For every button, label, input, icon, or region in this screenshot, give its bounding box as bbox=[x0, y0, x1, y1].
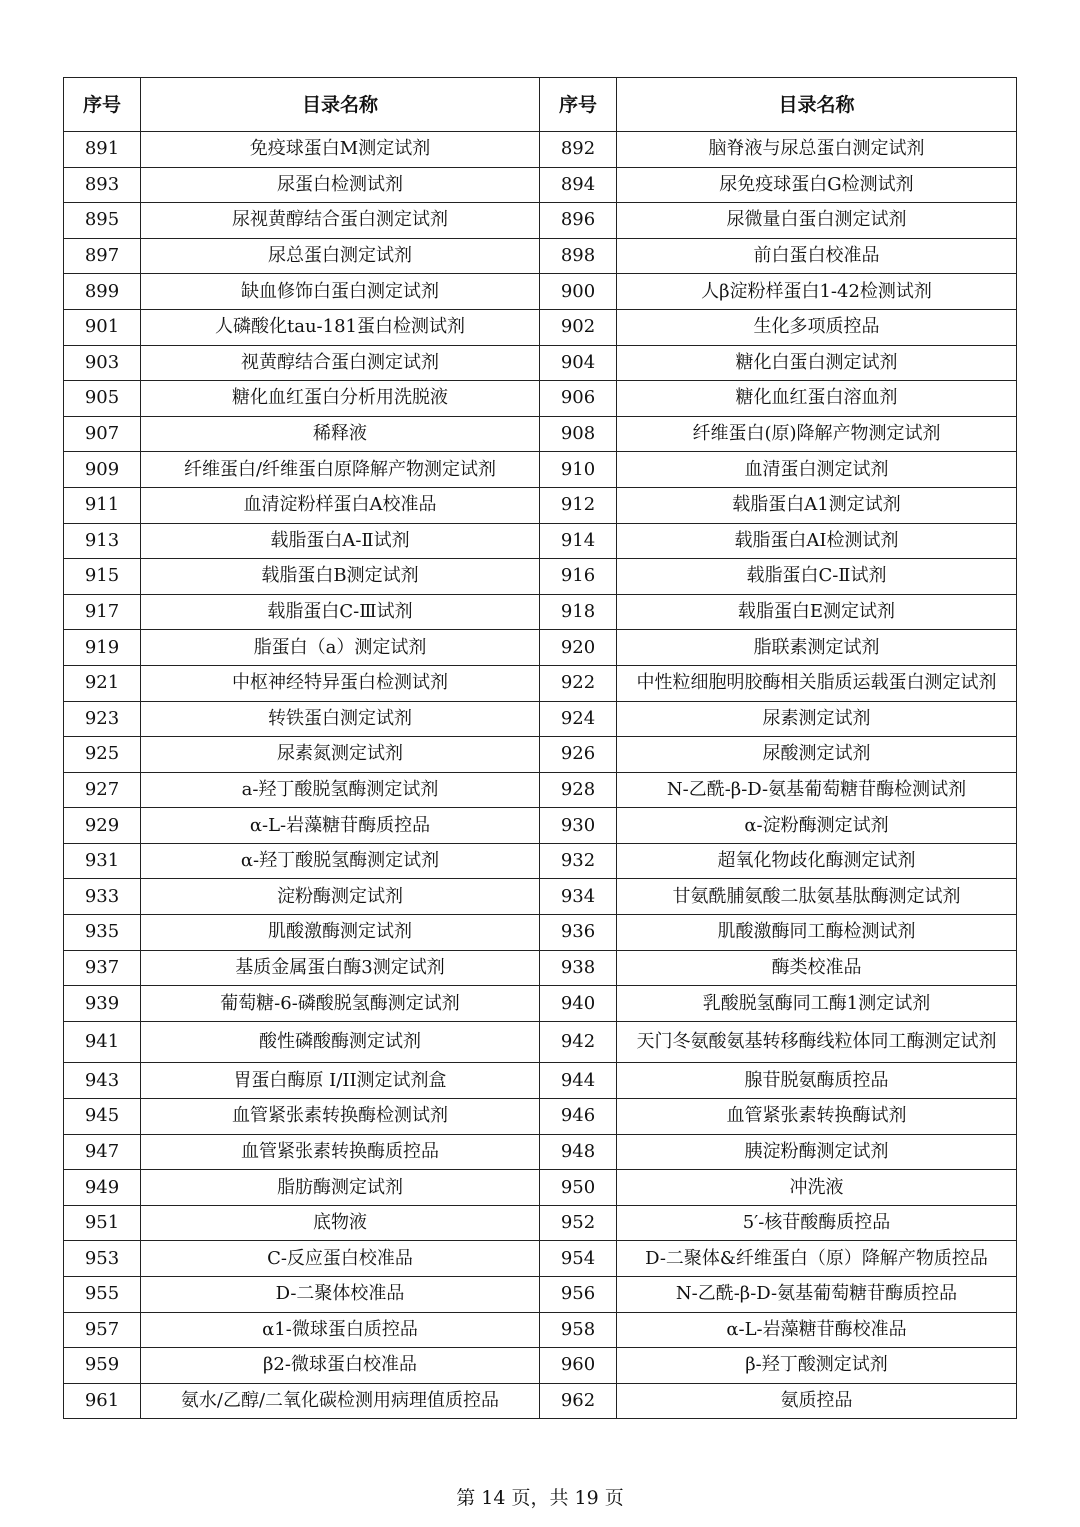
serial-cell: 891 bbox=[64, 132, 141, 168]
serial-cell: 937 bbox=[64, 950, 141, 986]
name-cell: 纤维蛋白(原)降解产物测定试剂 bbox=[617, 416, 1017, 452]
table-row bbox=[64, 915, 1017, 951]
name-cell: 超氧化物歧化酶测定试剂 bbox=[617, 843, 1017, 879]
name-cell: 转铁蛋白测定试剂 bbox=[141, 701, 540, 737]
name-cell: N-乙酰-β-D-氨基葡萄糖苷酶检测试剂 bbox=[617, 772, 1017, 808]
name-cell: 载脂蛋白A-Ⅱ试剂 bbox=[141, 523, 540, 559]
serial-cell: 936 bbox=[540, 915, 617, 951]
table-row bbox=[64, 167, 1017, 203]
serial-cell: 896 bbox=[540, 203, 617, 239]
serial-cell: 917 bbox=[64, 594, 141, 630]
serial-cell: 909 bbox=[64, 452, 141, 488]
serial-cell: 956 bbox=[540, 1277, 617, 1313]
table-row bbox=[64, 1063, 1017, 1099]
name-cell: 乳酸脱氢酶同工酶1测定试剂 bbox=[617, 986, 1017, 1022]
serial-cell: 931 bbox=[64, 843, 141, 879]
name-cell: 尿视黄醇结合蛋白测定试剂 bbox=[141, 203, 540, 239]
serial-cell: 929 bbox=[64, 808, 141, 844]
serial-cell: 940 bbox=[540, 986, 617, 1022]
serial-cell: 948 bbox=[540, 1134, 617, 1170]
name-cell: 脂蛋白（a）测定试剂 bbox=[141, 630, 540, 666]
serial-cell: 945 bbox=[64, 1099, 141, 1135]
header-name-2: 目录名称 bbox=[617, 78, 1017, 132]
table-row bbox=[64, 950, 1017, 986]
table-row bbox=[64, 1241, 1017, 1277]
table-row bbox=[64, 416, 1017, 452]
name-cell: 肌酸激酶测定试剂 bbox=[141, 915, 540, 951]
name-cell: 中枢神经特异蛋白检测试剂 bbox=[141, 665, 540, 701]
name-cell: 血管紧张素转换酶试剂 bbox=[617, 1099, 1017, 1135]
serial-cell: 954 bbox=[540, 1241, 617, 1277]
name-cell: 载脂蛋白AI检测试剂 bbox=[617, 523, 1017, 559]
table-row bbox=[64, 203, 1017, 239]
serial-cell: 924 bbox=[540, 701, 617, 737]
serial-cell: 959 bbox=[64, 1348, 141, 1384]
serial-cell: 923 bbox=[64, 701, 141, 737]
name-cell: 糖化白蛋白测定试剂 bbox=[617, 345, 1017, 381]
table-row bbox=[64, 1021, 1017, 1063]
name-cell: 脂肪酶测定试剂 bbox=[141, 1170, 540, 1206]
name-cell: 尿素氮测定试剂 bbox=[141, 737, 540, 773]
serial-cell: 903 bbox=[64, 345, 141, 381]
serial-cell: 949 bbox=[64, 1170, 141, 1206]
name-cell: 中性粒细胞明胶酶相关脂质运载蛋白测定试剂 bbox=[617, 665, 1017, 701]
name-cell: 生化多项质控品 bbox=[617, 309, 1017, 345]
table-row bbox=[64, 1170, 1017, 1206]
serial-cell: 928 bbox=[540, 772, 617, 808]
table-row bbox=[64, 381, 1017, 417]
name-cell: 酸性磷酸酶测定试剂 bbox=[141, 1021, 540, 1063]
name-cell: 酶类校准品 bbox=[617, 950, 1017, 986]
table-row bbox=[64, 487, 1017, 523]
serial-cell: 897 bbox=[64, 238, 141, 274]
name-cell: 葡萄糖-6-磷酸脱氢酶测定试剂 bbox=[141, 986, 540, 1022]
name-cell: 人磷酸化tau-181蛋白检测试剂 bbox=[141, 309, 540, 345]
name-cell: 底物液 bbox=[141, 1205, 540, 1241]
serial-cell: 895 bbox=[64, 203, 141, 239]
name-cell: 载脂蛋白A1测定试剂 bbox=[617, 487, 1017, 523]
name-cell: 氨质控品 bbox=[617, 1383, 1017, 1419]
serial-cell: 938 bbox=[540, 950, 617, 986]
serial-cell: 921 bbox=[64, 665, 141, 701]
serial-cell: 912 bbox=[540, 487, 617, 523]
serial-cell: 961 bbox=[64, 1383, 141, 1419]
serial-cell: 934 bbox=[540, 879, 617, 915]
table-row bbox=[64, 772, 1017, 808]
name-cell: 免疫球蛋白M测定试剂 bbox=[141, 132, 540, 168]
table-row bbox=[64, 1205, 1017, 1241]
table-row bbox=[64, 345, 1017, 381]
serial-cell: 946 bbox=[540, 1099, 617, 1135]
catalog-table bbox=[63, 77, 1017, 1419]
name-cell: β-羟丁酸测定试剂 bbox=[617, 1348, 1017, 1384]
table-row bbox=[64, 523, 1017, 559]
name-cell: C-反应蛋白校准品 bbox=[141, 1241, 540, 1277]
table-row bbox=[64, 274, 1017, 310]
serial-cell: 907 bbox=[64, 416, 141, 452]
header-serial-1: 序号 bbox=[64, 78, 141, 132]
serial-cell: 932 bbox=[540, 843, 617, 879]
name-cell: 稀释液 bbox=[141, 416, 540, 452]
table-row bbox=[64, 559, 1017, 595]
serial-cell: 944 bbox=[540, 1063, 617, 1099]
name-cell: 血管紧张素转换酶检测试剂 bbox=[141, 1099, 540, 1135]
table-row bbox=[64, 808, 1017, 844]
serial-cell: 962 bbox=[540, 1383, 617, 1419]
serial-cell: 955 bbox=[64, 1277, 141, 1313]
serial-cell: 913 bbox=[64, 523, 141, 559]
name-cell: 载脂蛋白B测定试剂 bbox=[141, 559, 540, 595]
table-row bbox=[64, 132, 1017, 168]
name-cell: α-L-岩藻糖苷酶校准品 bbox=[617, 1312, 1017, 1348]
name-cell: D-二聚体校准品 bbox=[141, 1277, 540, 1313]
serial-cell: 910 bbox=[540, 452, 617, 488]
name-cell: 冲洗液 bbox=[617, 1170, 1017, 1206]
name-cell: 腺苷脱氨酶质控品 bbox=[617, 1063, 1017, 1099]
table-row bbox=[64, 1134, 1017, 1170]
name-cell: α-羟丁酸脱氢酶测定试剂 bbox=[141, 843, 540, 879]
name-cell: β2-微球蛋白校准品 bbox=[141, 1348, 540, 1384]
name-cell: 血清蛋白测定试剂 bbox=[617, 452, 1017, 488]
name-cell: 纤维蛋白/纤维蛋白原降解产物测定试剂 bbox=[141, 452, 540, 488]
serial-cell: 933 bbox=[64, 879, 141, 915]
table-row bbox=[64, 1099, 1017, 1135]
serial-cell: 911 bbox=[64, 487, 141, 523]
table-row bbox=[64, 701, 1017, 737]
name-cell: 糖化血红蛋白溶血剂 bbox=[617, 381, 1017, 417]
name-cell: 基质金属蛋白酶3测定试剂 bbox=[141, 950, 540, 986]
name-cell: 缺血修饰白蛋白测定试剂 bbox=[141, 274, 540, 310]
serial-cell: 922 bbox=[540, 665, 617, 701]
serial-cell: 919 bbox=[64, 630, 141, 666]
table-row bbox=[64, 665, 1017, 701]
serial-cell: 942 bbox=[540, 1021, 617, 1063]
name-cell: 前白蛋白校准品 bbox=[617, 238, 1017, 274]
serial-cell: 906 bbox=[540, 381, 617, 417]
serial-cell: 916 bbox=[540, 559, 617, 595]
name-cell: 脂联素测定试剂 bbox=[617, 630, 1017, 666]
name-cell: 5′-核苷酸酶质控品 bbox=[617, 1205, 1017, 1241]
serial-cell: 958 bbox=[540, 1312, 617, 1348]
serial-cell: 914 bbox=[540, 523, 617, 559]
serial-cell: 894 bbox=[540, 167, 617, 203]
serial-cell: 939 bbox=[64, 986, 141, 1022]
name-cell: 尿免疫球蛋白G检测试剂 bbox=[617, 167, 1017, 203]
serial-cell: 950 bbox=[540, 1170, 617, 1206]
table-row bbox=[64, 843, 1017, 879]
serial-cell: 898 bbox=[540, 238, 617, 274]
serial-cell: 892 bbox=[540, 132, 617, 168]
name-cell: 尿总蛋白测定试剂 bbox=[141, 238, 540, 274]
name-cell: α-L-岩藻糖苷酶质控品 bbox=[141, 808, 540, 844]
name-cell: 血清淀粉样蛋白A校准品 bbox=[141, 487, 540, 523]
name-cell: α1-微球蛋白质控品 bbox=[141, 1312, 540, 1348]
name-cell: 载脂蛋白C-Ⅲ试剂 bbox=[141, 594, 540, 630]
name-cell: 尿素测定试剂 bbox=[617, 701, 1017, 737]
name-cell: 甘氨酰脯氨酸二肽氨基肽酶测定试剂 bbox=[617, 879, 1017, 915]
table-body bbox=[64, 132, 1017, 1419]
serial-cell: 925 bbox=[64, 737, 141, 773]
serial-cell: 952 bbox=[540, 1205, 617, 1241]
table-row bbox=[64, 737, 1017, 773]
serial-cell: 900 bbox=[540, 274, 617, 310]
page-footer: 第 14 页，共 19 页 bbox=[456, 1487, 624, 1509]
serial-cell: 902 bbox=[540, 309, 617, 345]
name-cell: 尿酸测定试剂 bbox=[617, 737, 1017, 773]
name-cell: 载脂蛋白C-Ⅱ试剂 bbox=[617, 559, 1017, 595]
serial-cell: 899 bbox=[64, 274, 141, 310]
serial-cell: 905 bbox=[64, 381, 141, 417]
serial-cell: 951 bbox=[64, 1205, 141, 1241]
name-cell: N-乙酰-β-D-氨基葡萄糖苷酶质控品 bbox=[617, 1277, 1017, 1313]
serial-cell: 926 bbox=[540, 737, 617, 773]
serial-cell: 960 bbox=[540, 1348, 617, 1384]
name-cell: 胃蛋白酶原 I/II测定试剂盒 bbox=[141, 1063, 540, 1099]
name-cell: 糖化血红蛋白分析用洗脱液 bbox=[141, 381, 540, 417]
table-header-row bbox=[64, 78, 1017, 132]
name-cell: 视黄醇结合蛋白测定试剂 bbox=[141, 345, 540, 381]
name-cell: 载脂蛋白E测定试剂 bbox=[617, 594, 1017, 630]
table-row bbox=[64, 1383, 1017, 1419]
name-cell: 血管紧张素转换酶质控品 bbox=[141, 1134, 540, 1170]
name-cell: D-二聚体&纤维蛋白（原）降解产物质控品 bbox=[617, 1241, 1017, 1277]
table-row bbox=[64, 452, 1017, 488]
serial-cell: 915 bbox=[64, 559, 141, 595]
table-row bbox=[64, 1312, 1017, 1348]
header-serial-2: 序号 bbox=[540, 78, 617, 132]
serial-cell: 893 bbox=[64, 167, 141, 203]
name-cell: 胰淀粉酶测定试剂 bbox=[617, 1134, 1017, 1170]
serial-cell: 920 bbox=[540, 630, 617, 666]
name-cell: 天门冬氨酸氨基转移酶线粒体同工酶测定试剂 bbox=[617, 1021, 1017, 1063]
table-row bbox=[64, 1277, 1017, 1313]
table-row bbox=[64, 594, 1017, 630]
table-row bbox=[64, 1348, 1017, 1384]
name-cell: 淀粉酶测定试剂 bbox=[141, 879, 540, 915]
serial-cell: 930 bbox=[540, 808, 617, 844]
serial-cell: 943 bbox=[64, 1063, 141, 1099]
table-row bbox=[64, 630, 1017, 666]
name-cell: 脑脊液与尿总蛋白测定试剂 bbox=[617, 132, 1017, 168]
serial-cell: 953 bbox=[64, 1241, 141, 1277]
name-cell: 尿微量白蛋白测定试剂 bbox=[617, 203, 1017, 239]
serial-cell: 927 bbox=[64, 772, 141, 808]
name-cell: 尿蛋白检测试剂 bbox=[141, 167, 540, 203]
name-cell: α-淀粉酶测定试剂 bbox=[617, 808, 1017, 844]
header-name-1: 目录名称 bbox=[141, 78, 540, 132]
serial-cell: 901 bbox=[64, 309, 141, 345]
name-cell: 人β淀粉样蛋白1-42检测试剂 bbox=[617, 274, 1017, 310]
table-row bbox=[64, 986, 1017, 1022]
table-row bbox=[64, 879, 1017, 915]
table-row bbox=[64, 238, 1017, 274]
serial-cell: 941 bbox=[64, 1021, 141, 1063]
name-cell: 氨水/乙醇/二氧化碳检测用病理值质控品 bbox=[141, 1383, 540, 1419]
table-row bbox=[64, 309, 1017, 345]
name-cell: 肌酸激酶同工酶检测试剂 bbox=[617, 915, 1017, 951]
serial-cell: 957 bbox=[64, 1312, 141, 1348]
serial-cell: 904 bbox=[540, 345, 617, 381]
name-cell: a-羟丁酸脱氢酶测定试剂 bbox=[141, 772, 540, 808]
serial-cell: 947 bbox=[64, 1134, 141, 1170]
serial-cell: 935 bbox=[64, 915, 141, 951]
serial-cell: 918 bbox=[540, 594, 617, 630]
serial-cell: 908 bbox=[540, 416, 617, 452]
